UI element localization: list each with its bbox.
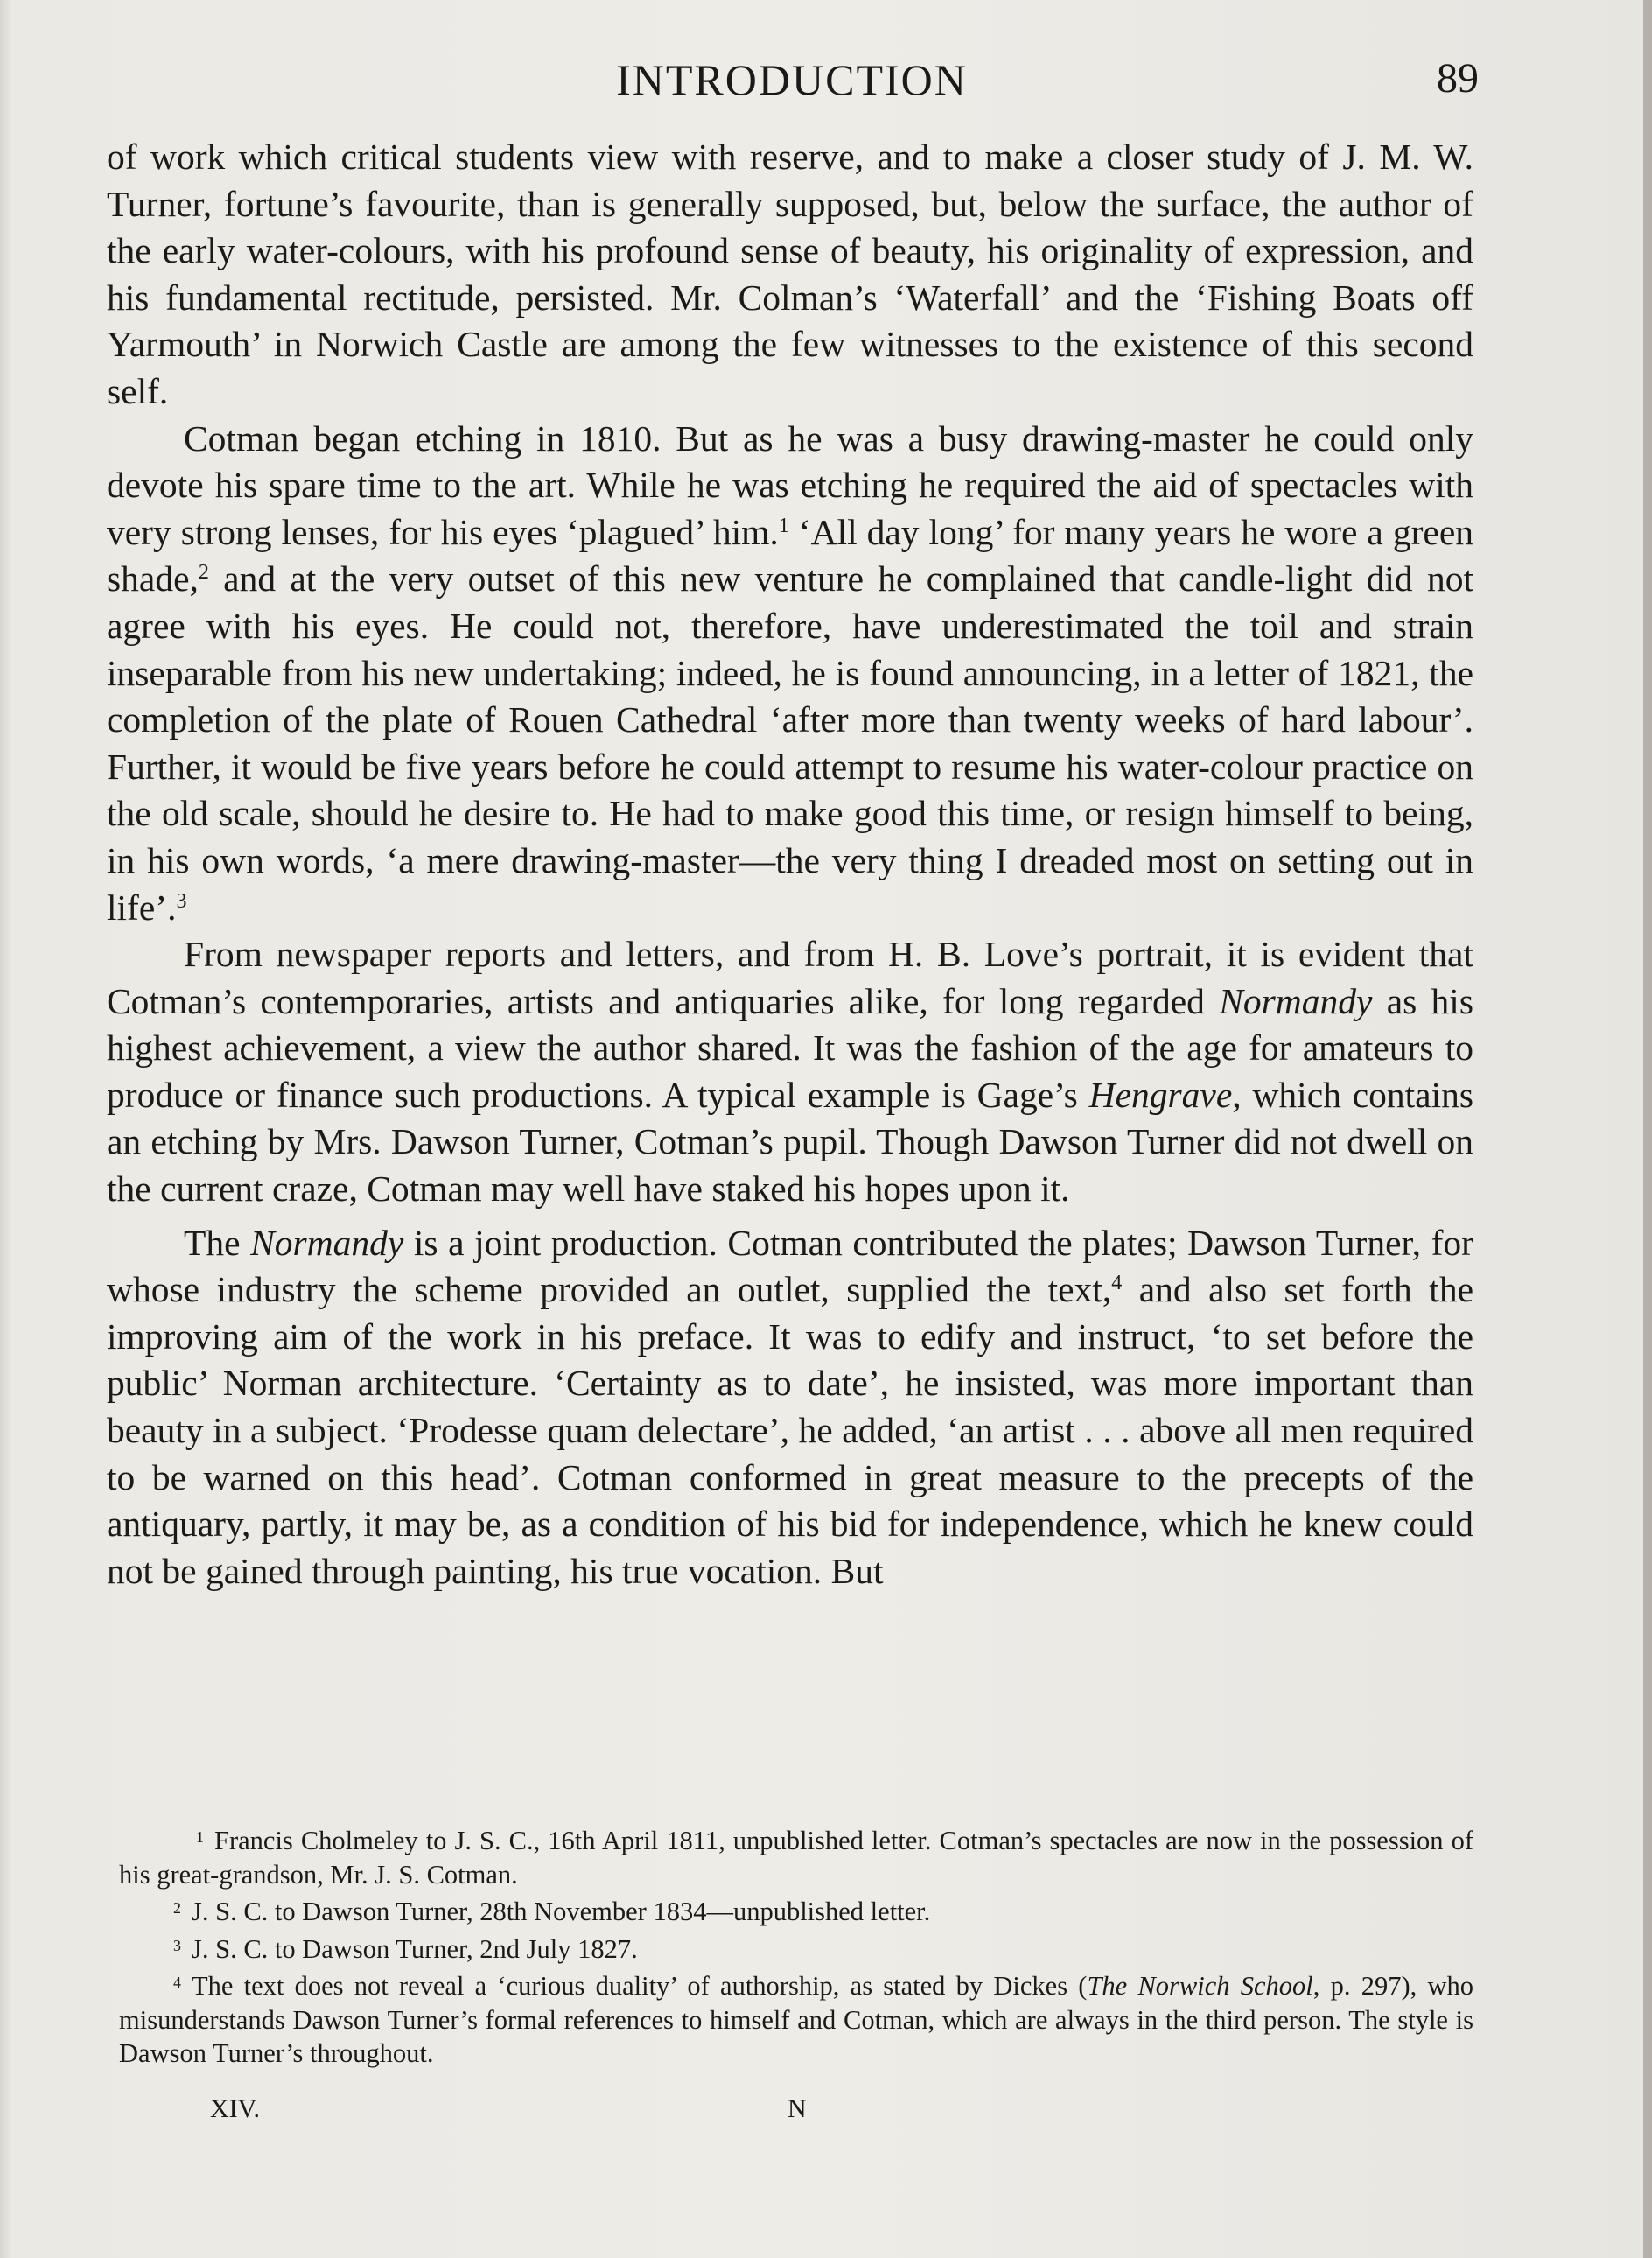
paragraph	[107, 416, 1474, 932]
running-head: INTRODUCTION	[616, 55, 968, 104]
text-run: The	[184, 1222, 251, 1263]
text-run: of work which critical students view with reserve, and to make a closer study of J. M. W. Turner, fortune’s favourite, than is generally supposed, but, below the surface, the author of the early water-colours, with his profound sense of beauty, his originality of expression, and his fundamental rectitude, persisted. Mr. Colman’s ‘Waterfall’ and the ‘Fishing Boats off Yarmouth’ in Norwich Castle are among the few witnesses to the existence of this second self.	[107, 137, 1474, 411]
footnote-marker: 2	[173, 1899, 181, 1917]
volume-signature: XIV.	[210, 2094, 260, 2123]
italic-title: Normandy	[250, 1222, 404, 1263]
text-run: From newspaper reports and letters, and from H. B. Love’s portrait, it is evident that Cotman’s contemporaries, artists and antiquaries alike, for long regarded	[107, 934, 1474, 1021]
text-run: is a joint production. Cotman contributed the plates; Dawson Turner, for whose industry the scheme provided an outlet, supplied the text,	[107, 1222, 1474, 1310]
paragraph	[107, 134, 1474, 416]
paragraph-gap	[107, 1213, 1474, 1220]
italic-title: Normandy	[1219, 980, 1373, 1021]
footnote-marker: 3	[173, 1936, 181, 1954]
text-run: Cotman began etching in 1810. But as he was a busy drawing-master he could only devote his spare time to the art. While he was etching he required the aid of spectacles with very strong lenses, for his eyes ‘plagued’ him.	[107, 417, 1474, 552]
italic-title: Hengrave	[1088, 1074, 1233, 1115]
footnote	[119, 1820, 1474, 1891]
text-run: Francis Cholmeley to J. S. C., 16th April 1811, unpublished letter. Cotman’s spectacles are now in the possession of his great-grandson, Mr. J. S. Cotman.	[119, 1826, 1474, 1890]
page-header	[105, 54, 1479, 116]
paragraph	[107, 1220, 1474, 1595]
footnote-ref: 3	[176, 889, 187, 913]
italic-title: The Norwich School	[1087, 1971, 1313, 2001]
text-run: and also set forth the improving aim of the work in his preface. It was to edify and instruct, ‘to set before the public’ Norman architecture. ‘Certainty as to date’, he insisted, was more important than beauty in a subject. ‘Prodesse quam delectare’, he added, ‘an artist . . . above all men required to be warned on this head’. Cotman conformed in great measure to the precepts of the antiquary, partly, it may be, as a condition of his bid for independence, which he knew could not be gained through painting, his true vocation. But	[107, 1269, 1474, 1591]
footnote	[119, 1966, 1474, 2071]
text-run: and at the very outset of this new venture he complained that candle-light did not agree with his eyes. He could not, therefore, have underestimated the toil and strain inseparable from his new undertaking; indeed, he is found announcing, in a letter of 1821, the completion of the plate of Rouen Cathedral ‘after more than twenty weeks of hard labour’. Further, it would be five years before he could attempt to resume his water-colour practice on the old scale, should he desire to. He had to make good this time, or resign himself to being, in his own words, ‘a mere drawing-master—the very thing I dreaded most on setting out in life’.	[107, 558, 1474, 928]
footnote-ref: 1	[778, 514, 789, 537]
page-edge-shadow	[1643, 0, 1652, 2258]
text-run: , p. 297), who misunderstands Dawson Turner’s formal references to himself and Cotman, which are always in the third person. The style is Dawson Turner’s throughout.	[119, 1971, 1474, 2068]
gathering-mark: N	[788, 2094, 807, 2123]
footnote-ref: 4	[1111, 1272, 1123, 1295]
footnotes	[119, 1820, 1474, 2071]
text-run: , which contains an etching by Mrs. Dawson Turner, Cotman’s pupil. Though Dawson Turner did not dwell on the current craze, Cotman may well have staked his hopes upon it.	[107, 1074, 1474, 1210]
text-run: J. S. C. to Dawson Turner, 28th November 1834—unpublished letter.	[192, 1897, 931, 1926]
text-run: The text does not reveal a ‘curious duality’ of authorship, as stated by Dickes (	[192, 1971, 1088, 2001]
footnote-marker: 4	[173, 1974, 181, 1991]
text-run: J. S. C. to Dawson Turner, 2nd July 1827.	[192, 1933, 638, 1964]
page-number: 89	[1437, 55, 1479, 102]
text-run: as his highest achievement, a view the author shared. It was the fashion of the age for amateurs to produce or finance such productions. A typical example is Gage’s	[107, 980, 1474, 1115]
text-run: ‘All day long’ for many years he wore a green shade,	[107, 511, 1474, 600]
footnote	[119, 1891, 1474, 1929]
paragraph	[107, 931, 1474, 1213]
footnote-ref: 2	[198, 561, 209, 585]
footnote	[119, 1929, 1474, 1967]
footnote-marker: 1	[196, 1828, 204, 1846]
body-text	[107, 134, 1474, 1595]
